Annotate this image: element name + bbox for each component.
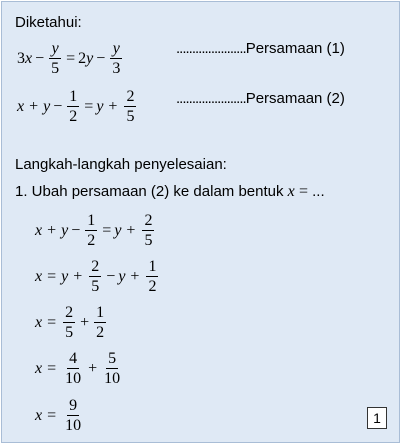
l1-n1: 1: [87, 212, 96, 229]
l2-minus: −: [106, 267, 116, 285]
l5-equals: =: [47, 406, 57, 424]
step-1-ellipsis: ...: [312, 183, 325, 200]
eq2-equals: =: [84, 97, 94, 115]
eq2-dots: ......................: [176, 90, 246, 107]
l2-d2: 2: [148, 278, 157, 295]
eq1-var-y: y: [86, 49, 94, 67]
eq2-f1-num: 1: [69, 88, 78, 105]
eq1-f1-den: 5: [51, 60, 60, 77]
equation-2: [17, 88, 138, 125]
l1-fraction-1: [85, 212, 97, 249]
eq2-var-y-2: y: [96, 97, 104, 115]
l2-y: y: [61, 267, 69, 285]
eq2-label-text: Persamaan (2): [245, 90, 345, 107]
l4-n1: 4: [69, 350, 78, 367]
eq1-equals: =: [66, 49, 76, 67]
l1-equals: =: [102, 221, 112, 239]
l4-n2: 5: [108, 350, 117, 367]
eq1-coef: 3: [17, 49, 25, 67]
l2-equals: =: [47, 267, 57, 285]
step-line-5: [35, 397, 85, 434]
l1-fraction-2: [142, 212, 154, 249]
eq1-coef-2: 2: [78, 49, 87, 67]
step-1-equals: =: [298, 183, 308, 200]
step-1-text: [15, 183, 325, 201]
eq2-var-x: x: [17, 97, 25, 115]
given-heading: Diketahui:: [15, 14, 82, 31]
eq2-f1-den: 2: [69, 108, 78, 125]
step-line-1: [35, 212, 156, 249]
eq2-fraction-2: [124, 88, 136, 125]
eq2-f2-den: 5: [126, 108, 135, 125]
l2-fraction-2: [146, 258, 158, 295]
l5-d1: 10: [65, 417, 82, 434]
eq1-minus-2: −: [96, 49, 106, 67]
eq1-minus: −: [35, 49, 45, 67]
l1-y: y: [61, 221, 69, 239]
l2-n2: 1: [148, 258, 157, 275]
l4-d2: 10: [104, 370, 121, 387]
eq2-f2-num: 2: [126, 88, 135, 105]
steps-heading: Langkah-langkah penyelesaian:: [15, 156, 227, 173]
l4-equals: =: [47, 359, 57, 377]
step-1-label: 1. Ubah persamaan (2) ke dalam bentuk: [15, 183, 284, 200]
l2-d1: 5: [91, 278, 100, 295]
l3-d1: 5: [65, 324, 74, 341]
l1-n2: 2: [144, 212, 153, 229]
l3-x: x: [35, 313, 43, 331]
eq1-f1-num: y: [49, 40, 61, 59]
l4-fraction-2: [102, 350, 122, 387]
eq1-fraction-1: [49, 40, 61, 77]
l2-plus-2: +: [130, 267, 140, 285]
eq2-label: [176, 90, 345, 107]
l3-n1: 2: [65, 304, 74, 321]
l2-n1: 2: [91, 258, 100, 275]
eq2-minus: −: [53, 97, 63, 115]
l3-d2: 2: [96, 324, 105, 341]
l3-plus: +: [80, 313, 90, 331]
step-line-3: [35, 304, 108, 341]
l1-plus-2: +: [126, 221, 136, 239]
page-number-badge: 1: [367, 407, 387, 429]
eq1-dots: ......................: [176, 40, 246, 57]
eq1-f2-num: y: [110, 40, 122, 59]
l4-fraction-1: [63, 350, 83, 387]
eq1-label-text: Persamaan (1): [245, 40, 345, 57]
l2-plus: +: [73, 267, 83, 285]
step-line-4: [35, 350, 124, 387]
eq1-fraction-2: [110, 40, 122, 77]
l4-d1: 10: [65, 370, 82, 387]
l3-fraction-1: [63, 304, 75, 341]
eq2-plus-2: +: [108, 97, 118, 115]
step-1-var: x: [287, 183, 295, 200]
eq1-f2-den: 3: [112, 60, 121, 77]
l2-fraction-1: [89, 258, 101, 295]
l1-y2: y: [114, 221, 122, 239]
eq2-var-y: y: [43, 97, 51, 115]
l1-d2: 5: [144, 232, 153, 249]
l3-equals: =: [47, 313, 57, 331]
l4-x: x: [35, 359, 43, 377]
l5-x: x: [35, 406, 43, 424]
l1-minus: −: [71, 221, 81, 239]
step-line-2: [35, 258, 160, 295]
l1-x: x: [35, 221, 43, 239]
l1-plus: +: [47, 221, 57, 239]
l5-n1: 9: [69, 397, 78, 414]
l1-d1: 2: [87, 232, 96, 249]
eq2-fraction-1: [67, 88, 79, 125]
l5-fraction: [63, 397, 83, 434]
l3-n2: 1: [96, 304, 105, 321]
eq2-plus: +: [29, 97, 39, 115]
l4-plus: +: [88, 359, 98, 377]
l3-fraction-2: [94, 304, 106, 341]
l2-x: x: [35, 267, 43, 285]
eq1-label: [176, 40, 345, 57]
eq1-var-x: x: [25, 49, 33, 67]
l2-y2: y: [118, 267, 126, 285]
equation-1: [17, 40, 124, 77]
